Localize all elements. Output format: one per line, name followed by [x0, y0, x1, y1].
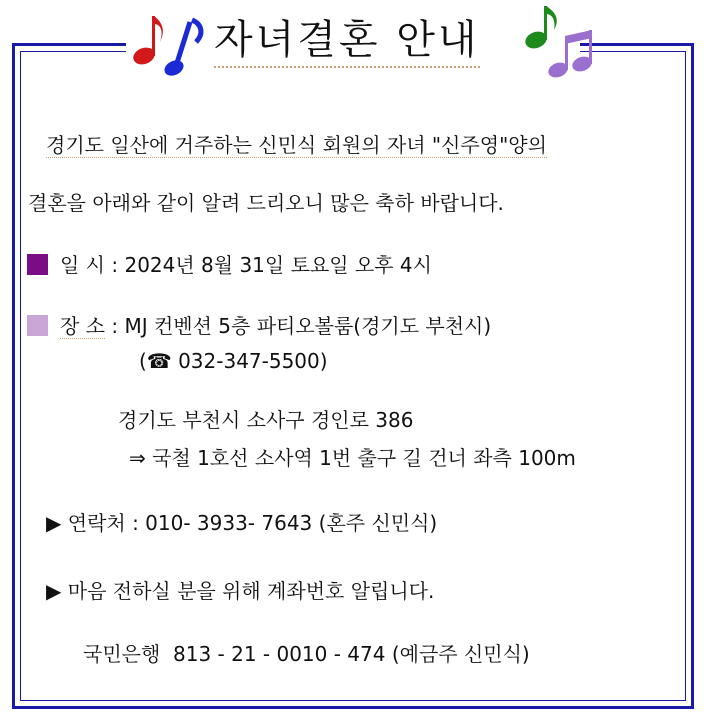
venue-phone: (☎ 032-347-5500)	[139, 349, 328, 373]
music-note-purple-icon	[546, 26, 596, 82]
triangle-bullet-icon: ▶	[46, 579, 62, 603]
music-note-blue-icon	[162, 16, 206, 80]
contact-row	[46, 509, 437, 537]
account-note-row	[46, 577, 434, 605]
venue-row	[27, 312, 491, 340]
dark-purple-square-icon	[27, 254, 48, 275]
venue-address: 경기도 부천시 소사구 경인로 386	[118, 408, 414, 432]
intro-line-1: 경기도 일산에 거주하는 신민식 회원의 자녀 "신주영"양의	[46, 133, 547, 157]
venue-directions: ⇒ 국철 1호선 소사역 1번 출구 길 건너 좌측 100m	[129, 446, 576, 470]
light-purple-square-icon	[27, 315, 48, 336]
venue-separator: :	[111, 314, 119, 338]
datetime-label: 일 시	[60, 253, 105, 277]
contact-text: 연락처 : 010- 3933- 7643 (혼주 신민식)	[67, 511, 438, 535]
intro-line-2: 결혼을 아래와 같이 알려 드리오니 많은 축하 바랍니다.	[28, 191, 504, 215]
page-title: 자녀결혼 안내	[214, 14, 480, 68]
triangle-bullet-icon: ▶	[46, 511, 62, 535]
datetime-value: 2024년 8월 31일 토요일 오후 4시	[124, 253, 432, 277]
datetime-row	[27, 251, 432, 279]
datetime-separator: :	[111, 253, 119, 277]
venue-label: 장 소	[60, 314, 105, 338]
venue-value: MJ 컨벤션 5층 파티오볼룸(경기도 부천시)	[124, 314, 492, 338]
account-note-text: 마음 전하실 분을 위해 계좌번호 알립니다.	[67, 579, 435, 603]
bank-account: 국민은행 813 - 21 - 0010 - 474 (예금주 신민식)	[83, 642, 530, 666]
